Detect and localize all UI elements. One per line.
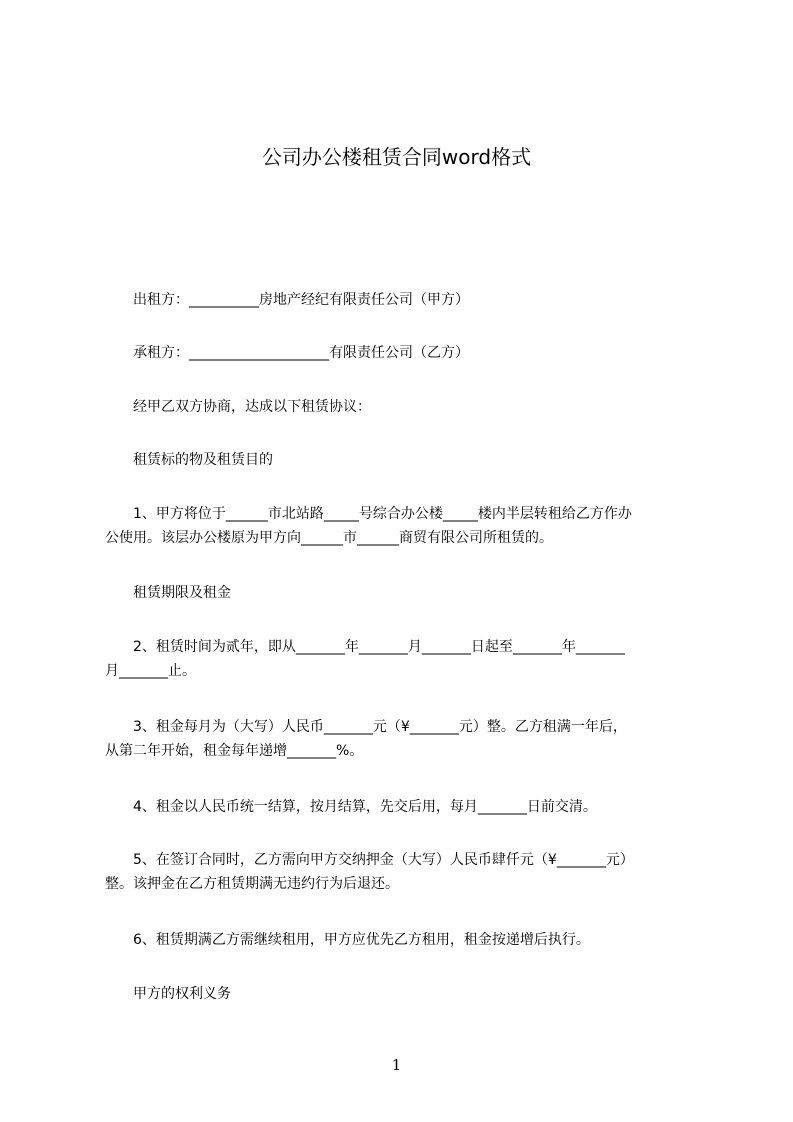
paragraph-line: 4、租金以人民币统一结算，按月结算，先交后用，每月_______日前交清。 (105, 799, 597, 815)
paragraph-lessee (105, 341, 705, 365)
document-title: 公司办公楼租赁合同word格式 (261, 145, 532, 169)
paragraph-line: 承租方：____________________有限责任公司（乙方） (105, 345, 469, 361)
paragraph-line: 6、租赁期满乙方需继续租用，甲方应优先乙方租用，租金按递增后执行。 (105, 932, 590, 948)
paragraph-line: 1、甲方将位于______市北站路_____号综合办公楼_____楼内半层转租给乙方作办 (105, 506, 632, 522)
paragraph-line: 经甲乙双方协商，达成以下租赁协议： (105, 399, 371, 415)
section-heading-lessor-rights (105, 982, 705, 1006)
paragraph-line: 出租方：__________房地产经纪有限责任公司（甲方） (105, 292, 469, 308)
clause-4 (105, 795, 705, 819)
paragraph-line: 月_______止。 (105, 663, 196, 679)
clause-2 (105, 635, 705, 683)
paragraph-line: 租赁期限及租金 (105, 585, 231, 601)
paragraph-line: 2、租赁时间为贰年，即从_______年_______月_______日起至_______年_______ (105, 639, 625, 655)
paragraph-line: 甲方的权利义务 (105, 986, 231, 1002)
clause-3 (105, 715, 705, 763)
section-heading-subject (105, 448, 705, 472)
paragraph-line: 5、在签订合同时，乙方需向甲方交纳押金（大写）人民币肆仟元（¥_______元） (105, 852, 634, 868)
paragraph-line: 租赁标的物及租赁目的 (105, 452, 273, 468)
page-number: 1 (391, 1056, 402, 1074)
paragraph-line: 公使用。该层办公楼原为甲方向______市______商贸有限公司所租赁的。 (105, 530, 553, 546)
section-heading-term-rent (105, 581, 705, 605)
clause-1 (105, 502, 705, 550)
paragraph-line: 整。该押金在乙方租赁期满无违约行为后退还。 (105, 876, 399, 892)
paragraph-agreement-intro (105, 395, 705, 419)
paragraph-line: 从第二年开始，租金每年递增_______%。 (105, 743, 364, 759)
clause-5 (105, 848, 705, 896)
clause-6 (105, 928, 705, 952)
paragraph-line: 3、租金每月为（大写）人民币_______元（¥_______元）整。乙方租满一年后， (105, 719, 627, 735)
paragraph-lessor (105, 288, 705, 312)
